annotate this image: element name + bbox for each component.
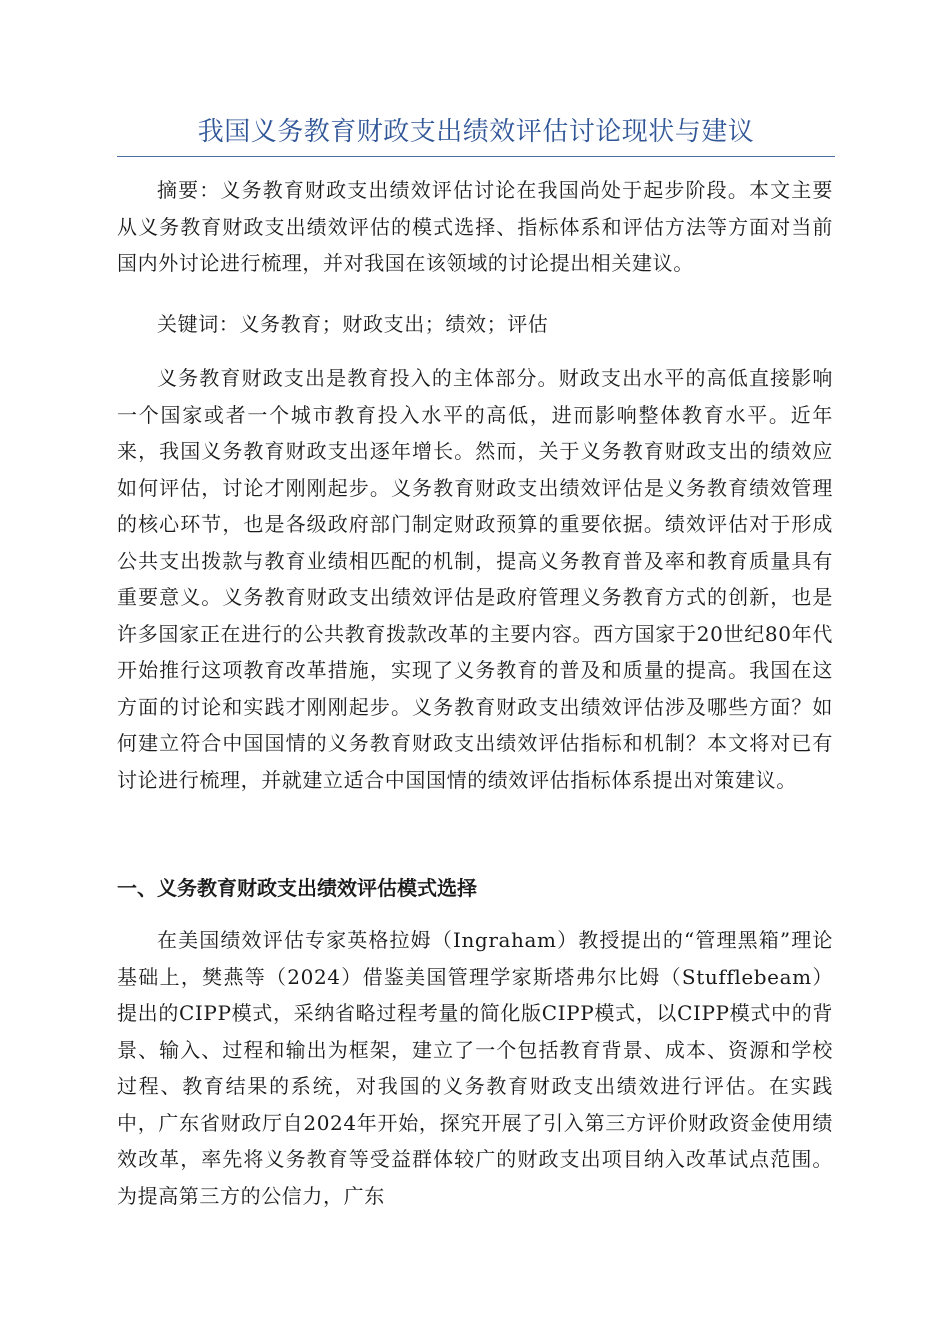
abstract-paragraph: 摘要：义务教育财政支出绩效评估讨论在我国尚处于起步阶段。本文主要从义务教育财政支出绩效评估的模式选择、指标体系和评估方法等方面对当前国内外讨论进行梳理，并对我国在该领域的讨论提出相关建议。 (117, 178, 833, 275)
intro-paragraph: 义务教育财政支出是教育投入的主体部分。财政支出水平的高低直接影响一个国家或者一个城市教育投入水平的高低，进而影响整体教育水平。近年来，我国义务教育财政支出逐年增长。然而，关于义务教育财政支出的绩效应如何评估，讨论才刚刚起步。义务教育财政支出绩效评估是义务教育绩效管理的核心环节，也是各级政府部门制定财政预算的重要依据。绩效评估对于形成公共支出拨款与教育业绩相匹配的机制，提高义务教育普及率和教育质量具有重要意义。义务教育财政支出绩效评估是政府管理义务教育方式的创新，也是许多国家正在进行的公共教育拨款改革的主要内容。西方国家于20世纪80年代开始推行这项教育改革措施，实现了义务教育的普及和质量的提高。我国在这方面的讨论和实践才刚刚起步。义务教育财政支出绩效评估涉及哪些方面？如何建立符合中国国情的义务教育财政支出绩效评估指标和机制？本文将对已有讨论进行梳理，并就建立适合中国国情的绩效评估指标体系提出对策建议。 (117, 366, 833, 792)
keywords-line: 关键词：义务教育；财政支出；绩效；评估 (157, 312, 549, 336)
section-heading: 一、义务教育财政支出绩效评估模式选择 (117, 876, 477, 900)
section-paragraph: 在美国绩效评估专家英格拉姆（Ingraham）教授提出的“管理黑箱”理论基础上，樊燕等（2024）借鉴美国管理学家斯塔弗尔比姆（Stufflebeam）提出的CIPP模式，采纳省略过程考量的简化版CIPP模式，以CIPP模式中的背景、输入、过程和输出为框架，建立了一个包括教育背景、成本、资源和学校过程、教育结果的系统，对我国的义务教育财政支出绩效进行评估。在实践中，广东省财政厅自2024年开始，探究开展了引入第三方评价财政资金使用绩效改革，率先将义务教育等受益群体较广的财政支出项目纳入改革试点范围。为提高第三方的公信力，广东 (117, 928, 833, 1208)
document-title: 我国义务教育财政支出绩效评估讨论现状与建议 (197, 117, 755, 147)
title-block (117, 112, 835, 157)
